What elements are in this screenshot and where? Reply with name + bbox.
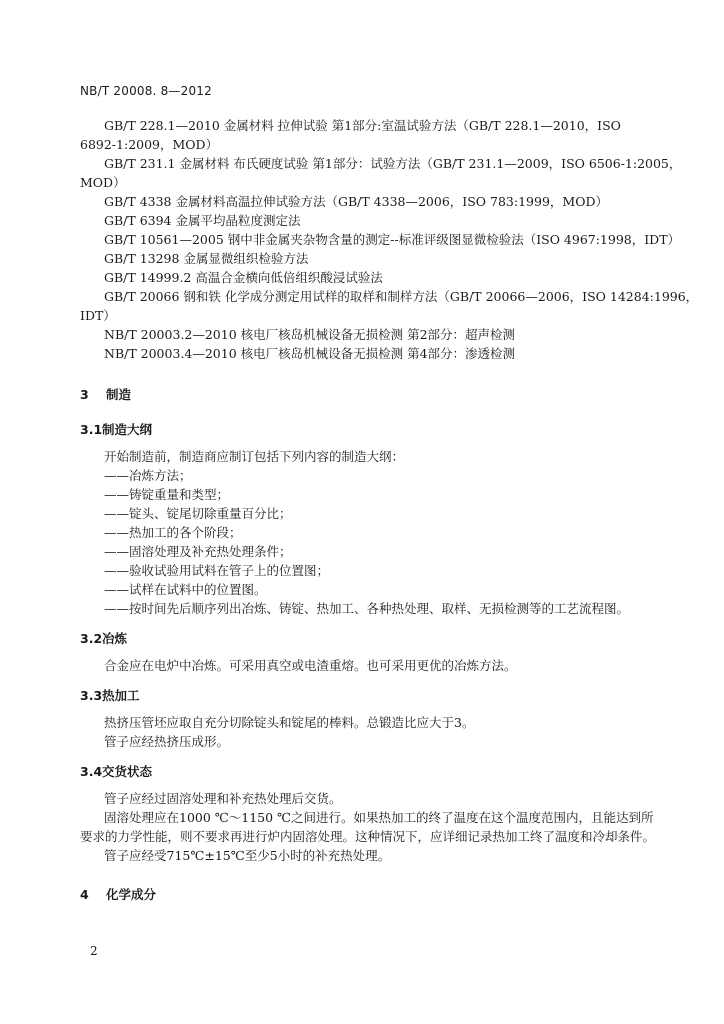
reference-line: 6892-1:2009，MOD） — [80, 137, 219, 152]
reference-line: IDT） — [80, 308, 116, 323]
paragraph: 管子应经过固溶处理和补充热处理后交货。 — [104, 791, 342, 806]
reference-line: GB/T 14999.2 高温合金横向低倍组织酸浸试验法 — [104, 270, 383, 285]
list-item: ——试样在试料中的位置图。 — [104, 582, 267, 597]
list-item: ——热加工的各个阶段； — [104, 525, 242, 540]
reference-line: GB/T 13298 金属显微组织检验方法 — [104, 251, 309, 266]
paragraph: 合金应在电炉中冶炼。可采用真空或电渣重熔。也可采用更优的冶炼方法。 — [104, 658, 517, 673]
standard-number-header: NB/T 20008. 8—2012 — [80, 84, 212, 98]
reference-line: NB/T 20003.2—2010 核电厂核岛机械设备无损检测 第2部分：超声检测 — [104, 327, 516, 342]
section-title: 制造大纲 — [102, 422, 153, 437]
reference-line: GB/T 228.1—2010 金属材料 拉伸试验 第1部分:室温试验方法（GB/T 228.1—2010，ISO — [104, 118, 621, 133]
reference-line: GB/T 4338 金属材料高温拉伸试验方法（GB/T 4338—2006，ISO 783:1999，MOD） — [104, 194, 608, 209]
list-item: ——锭头、锭尾切除重量百分比； — [104, 506, 292, 521]
paragraph: 固溶处理应在1000 ℃～1150 ℃之间进行。如果热加工的终了温度在这个温度范围内，且能达到所 — [104, 810, 654, 825]
section-number: 3 — [80, 387, 89, 402]
section-title: 化学成分 — [106, 887, 157, 902]
paragraph: 管子应经热挤压成形。 — [104, 734, 230, 749]
section-title: 交货状态 — [102, 764, 153, 779]
reference-line: GB/T 6394 金属平均晶粒度测定法 — [104, 213, 301, 228]
section-number: 3.2 — [80, 631, 103, 646]
reference-line: MOD） — [80, 175, 126, 190]
section-3-heading — [80, 385, 131, 403]
list-item: ——铸锭重量和类型； — [104, 487, 230, 502]
list-item: ——冶炼方法； — [104, 468, 192, 483]
reference-line: GB/T 10561—2005 钢中非金属夹杂物含量的测定--标准评级图显微检验法（ISO 4967:1998，IDT） — [104, 232, 681, 247]
paragraph: 开始制造前，制造商应制订包括下列内容的制造大纲： — [104, 449, 405, 464]
reference-line: GB/T 20066 钢和铁 化学成分测定用试样的取样和制样方法（GB/T 20066—2006，ISO 14284:1996， — [104, 289, 699, 304]
section-3-3-heading — [80, 686, 140, 704]
list-item: ——按时间先后顺序列出冶炼、铸锭、热加工、各种热处理、取样、无损检测等的工艺流程图。 — [104, 601, 630, 616]
section-number: 3.4 — [80, 764, 103, 779]
section-3-4-heading — [80, 762, 152, 780]
reference-line: GB/T 231.1 金属材料 布氏硬度试验 第1部分：试验方法（GB/T 231.1—2009，ISO 6506-1:2005， — [104, 156, 682, 171]
section-number: 4 — [80, 887, 89, 902]
section-title: 热加工 — [102, 688, 140, 703]
paragraph: 热挤压管坯应取自充分切除锭头和锭尾的棒料。总锻造比应大于3。 — [104, 715, 475, 730]
reference-line: NB/T 20003.4—2010 核电厂核岛机械设备无损检测 第4部分：渗透检测 — [104, 346, 516, 361]
section-title: 冶炼 — [102, 631, 128, 646]
paragraph: 要求的力学性能，则不要求再进行炉内固溶处理。这种情况下，应详细记录热加工终了温度和冷却条件。 — [80, 829, 656, 844]
list-item: ——验收试验用试料在管子上的位置图； — [104, 563, 330, 578]
page-number: 2 — [90, 944, 98, 958]
list-item: ——固溶处理及补充热处理条件； — [104, 544, 292, 559]
paragraph: 管子应经受715℃±15℃至少5小时的补充热处理。 — [104, 848, 391, 863]
section-4-heading — [80, 885, 156, 903]
section-3-1-heading — [80, 420, 152, 438]
section-number: 3.1 — [80, 422, 103, 437]
section-number: 3.3 — [80, 688, 103, 703]
section-3-2-heading — [80, 629, 127, 647]
section-title: 制造 — [106, 387, 132, 402]
